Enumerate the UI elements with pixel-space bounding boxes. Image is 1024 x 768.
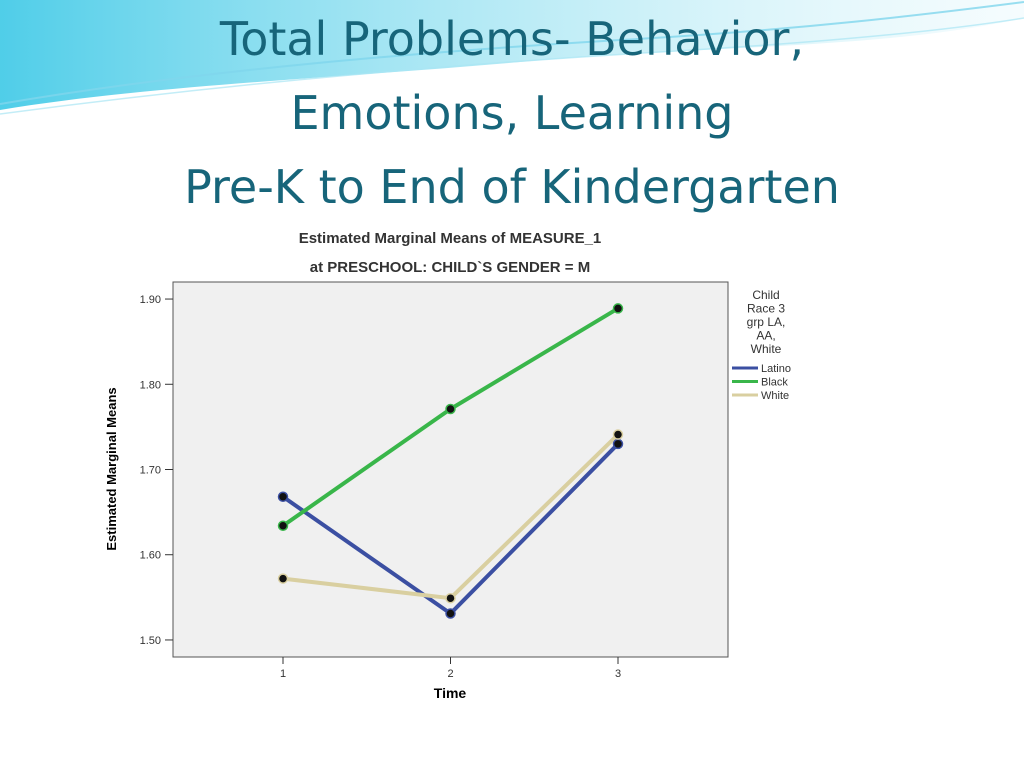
slide-title: [0, 2, 1024, 224]
x-tick-label: 1: [279, 668, 287, 680]
legend-title-line: grp LA,: [746, 315, 786, 329]
legend-title-line: Child: [752, 288, 780, 302]
title-line: Pre-K to End of Kindergarten: [184, 160, 840, 214]
chart-panel: [78, 215, 946, 715]
x-tick-label: 3: [614, 668, 622, 680]
y-tick-label: 1.60: [139, 549, 161, 562]
data-point-white: [446, 594, 455, 603]
line-chart: [78, 215, 946, 715]
y-axis-label: Estimated Marginal Means: [104, 387, 119, 551]
y-tick-label: 1.90: [139, 294, 161, 307]
legend-label-white: White: [761, 390, 790, 402]
data-point-black: [614, 304, 623, 313]
legend-title-line: AA,: [756, 328, 776, 343]
data-point-white: [279, 574, 288, 583]
data-point-latino: [446, 609, 455, 618]
data-point-latino: [279, 492, 288, 501]
chart-subtitle: at PRESCHOOL: CHILD`S GENDER = M: [309, 259, 591, 276]
data-point-black: [279, 521, 288, 530]
chart-title: Estimated Marginal Means of MEASURE_1: [298, 230, 602, 247]
title-line: Total Problems- Behavior,: [219, 12, 805, 66]
legend-title-line: Race 3: [746, 301, 786, 316]
data-point-black: [446, 404, 455, 413]
legend-label-black: Black: [761, 376, 788, 389]
x-tick-label: 2: [447, 668, 454, 680]
legend-title-line: White: [750, 342, 782, 356]
y-tick-label: 1.70: [139, 464, 161, 477]
data-point-white: [614, 430, 623, 439]
title-line: Emotions, Learning: [290, 86, 734, 140]
x-axis-label: Time: [433, 685, 467, 701]
y-tick-label: 1.80: [139, 379, 161, 392]
legend-label-latino: Latino: [761, 363, 791, 375]
chart-legend: [732, 288, 791, 402]
data-point-latino: [614, 439, 623, 448]
y-tick-label: 1.50: [139, 634, 161, 647]
